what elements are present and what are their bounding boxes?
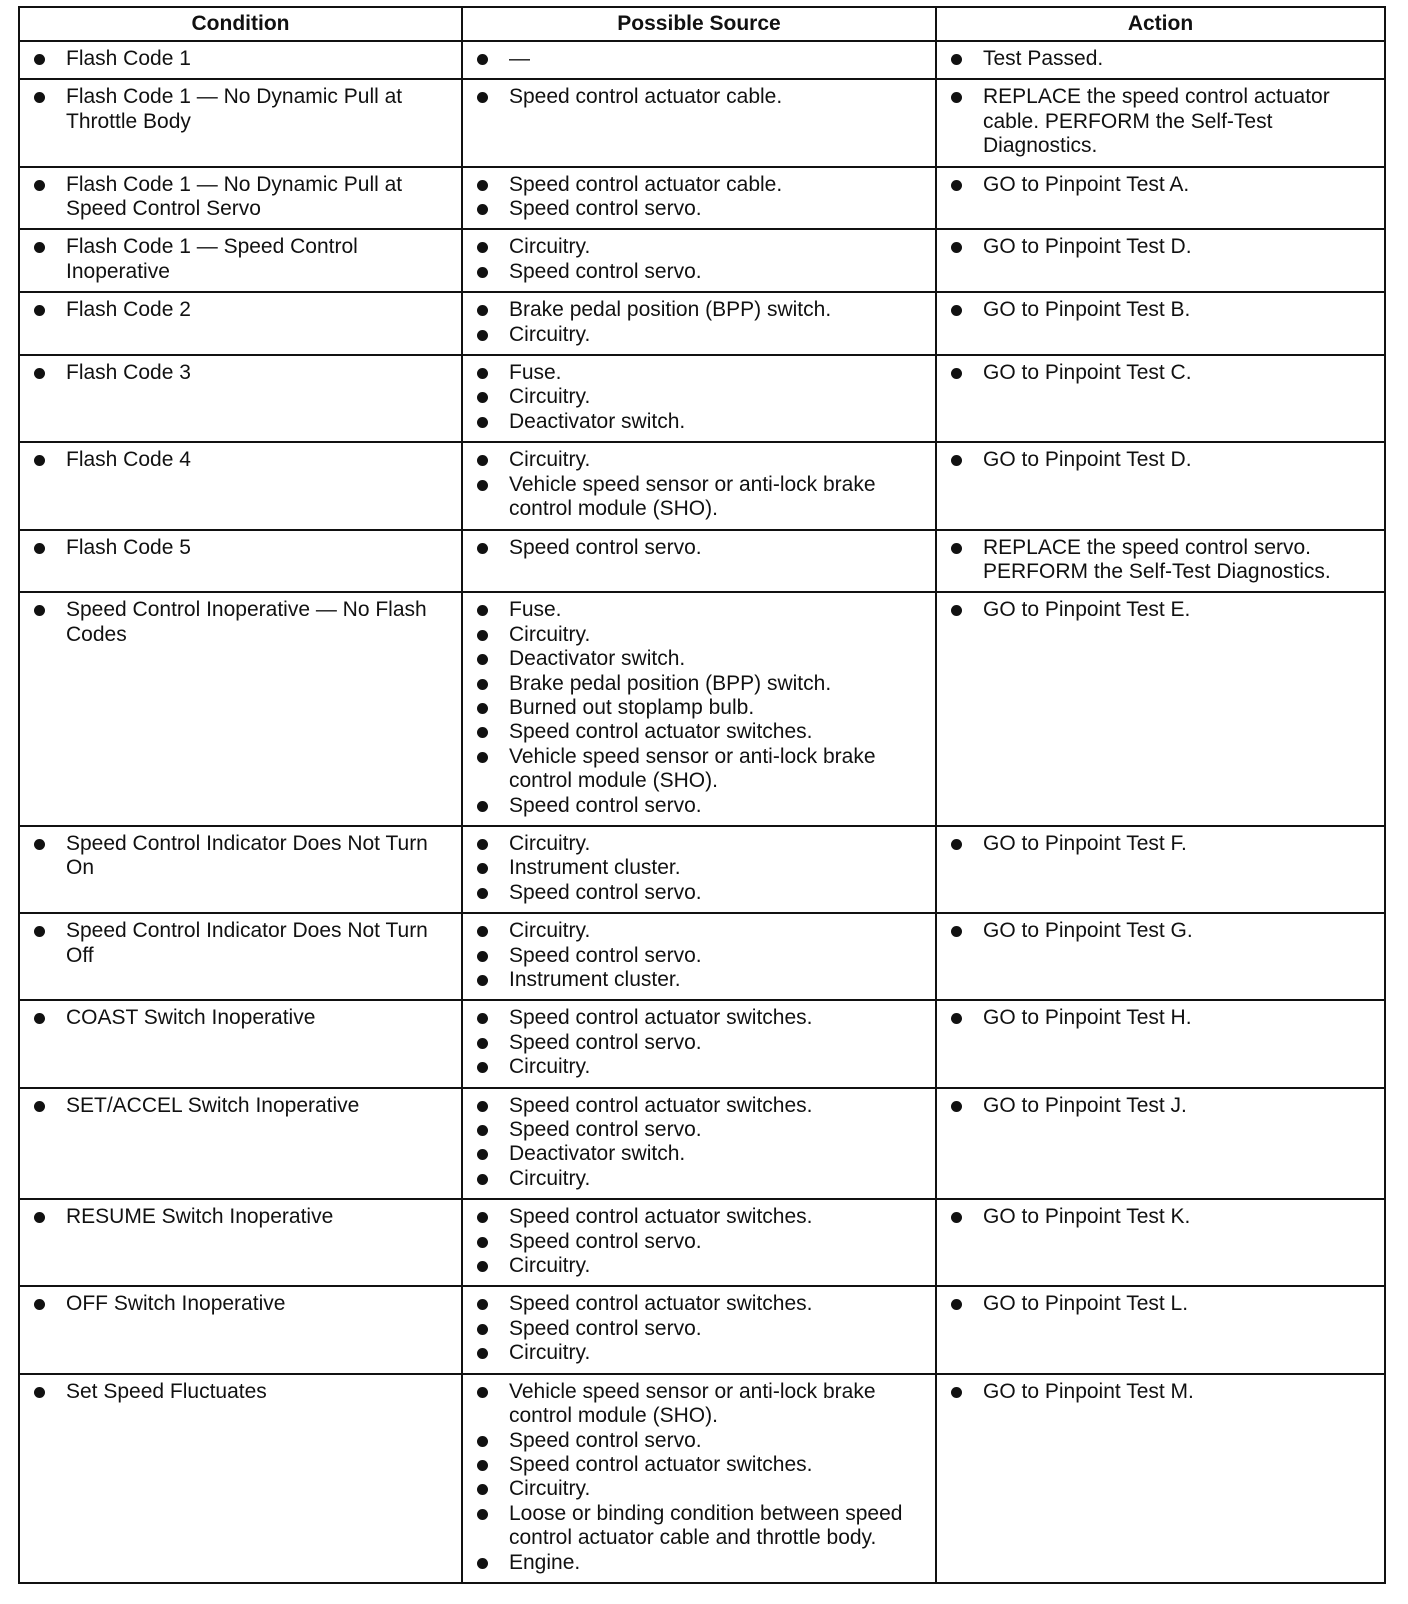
condition-cell xyxy=(19,1374,462,1583)
bullet-item: Circuitry. xyxy=(473,919,925,943)
condition-cell-list xyxy=(30,235,451,284)
bullet-item: Speed control actuator cable. xyxy=(473,85,925,109)
bullet-item: GO to Pinpoint Test C. xyxy=(947,361,1374,385)
bullet-item: Burned out stoplamp bulb. xyxy=(473,696,925,720)
bullet-item: Flash Code 5 xyxy=(30,536,451,560)
table-header xyxy=(19,7,1385,41)
bullet-item: Circuitry. xyxy=(473,1254,925,1278)
bullet-item: Circuitry. xyxy=(473,1341,925,1365)
action-cell-list xyxy=(947,298,1374,322)
bullet-item: Fuse. xyxy=(473,361,925,385)
possible-source-cell-list xyxy=(473,298,925,347)
possible-source-cell xyxy=(462,913,936,1000)
table-row xyxy=(19,41,1385,79)
condition-cell-list xyxy=(30,1292,451,1316)
condition-cell-list xyxy=(30,298,451,322)
bullet-item: Speed control servo. xyxy=(473,536,925,560)
bullet-item: Vehicle speed sensor or anti-lock brake control module (SHO). xyxy=(473,1380,925,1429)
bullet-item: Deactivator switch. xyxy=(473,410,925,434)
bullet-item: Speed control servo. xyxy=(473,197,925,221)
condition-cell xyxy=(19,229,462,292)
action-cell-list xyxy=(947,832,1374,856)
possible-source-cell xyxy=(462,1000,936,1087)
bullet-item: REPLACE the speed control actuator cable. PERFORM the Self-Test Diagnostics. xyxy=(947,85,1374,158)
action-cell xyxy=(936,1374,1385,1583)
bullet-item: Speed control servo. xyxy=(473,260,925,284)
condition-cell xyxy=(19,79,462,166)
bullet-item: Speed control servo. xyxy=(473,881,925,905)
action-cell xyxy=(936,355,1385,442)
action-cell-list xyxy=(947,1292,1374,1316)
possible-source-cell xyxy=(462,1374,936,1583)
condition-cell xyxy=(19,592,462,826)
bullet-item: GO to Pinpoint Test F. xyxy=(947,832,1374,856)
possible-source-cell xyxy=(462,1286,936,1373)
possible-source-cell-list xyxy=(473,361,925,434)
possible-source-cell-list xyxy=(473,448,925,521)
bullet-item: Speed control servo. xyxy=(473,944,925,968)
bullet-item: Flash Code 1 xyxy=(30,47,451,71)
possible-source-cell-list xyxy=(473,1094,925,1192)
possible-source-cell xyxy=(462,442,936,529)
condition-cell xyxy=(19,913,462,1000)
bullet-item: Instrument cluster. xyxy=(473,856,925,880)
possible-source-cell-list xyxy=(473,235,925,284)
action-cell-list xyxy=(947,1094,1374,1118)
condition-cell-list xyxy=(30,1006,451,1030)
bullet-item: Circuitry. xyxy=(473,235,925,259)
bullet-item: Speed control actuator cable. xyxy=(473,173,925,197)
bullet-item: Speed Control Indicator Does Not Turn On xyxy=(30,832,451,881)
action-cell xyxy=(936,79,1385,166)
table-row xyxy=(19,1286,1385,1373)
bullet-item: Flash Code 1 — Speed Control Inoperative xyxy=(30,235,451,284)
possible-source-cell-list xyxy=(473,47,925,71)
action-cell-list xyxy=(947,448,1374,472)
condition-cell xyxy=(19,292,462,355)
possible-source-cell xyxy=(462,41,936,79)
bullet-item: GO to Pinpoint Test E. xyxy=(947,598,1374,622)
action-cell-list xyxy=(947,919,1374,943)
table-row xyxy=(19,442,1385,529)
action-cell-list xyxy=(947,235,1374,259)
possible-source-cell-list xyxy=(473,1380,925,1575)
action-cell-list xyxy=(947,1205,1374,1229)
bullet-item: Speed control servo. xyxy=(473,1230,925,1254)
bullet-item: Circuitry. xyxy=(473,323,925,347)
bullet-item: RESUME Switch Inoperative xyxy=(30,1205,451,1229)
condition-cell xyxy=(19,1088,462,1200)
possible-source-cell xyxy=(462,592,936,826)
bullet-item: Speed control servo. xyxy=(473,794,925,818)
table-row xyxy=(19,1000,1385,1087)
bullet-item: Speed control actuator switches. xyxy=(473,1006,925,1030)
possible-source-cell xyxy=(462,530,936,593)
bullet-item: Speed control actuator switches. xyxy=(473,1292,925,1316)
possible-source-cell xyxy=(462,826,936,913)
table-body xyxy=(19,41,1385,1583)
bullet-item: — xyxy=(473,47,925,71)
bullet-item: Speed control actuator switches. xyxy=(473,1453,925,1477)
bullet-item: Circuitry. xyxy=(473,1477,925,1501)
table-row xyxy=(19,1088,1385,1200)
table-row xyxy=(19,1199,1385,1286)
possible-source-cell-list xyxy=(473,1006,925,1079)
condition-cell xyxy=(19,442,462,529)
possible-source-cell xyxy=(462,1088,936,1200)
action-cell xyxy=(936,442,1385,529)
condition-cell-list xyxy=(30,361,451,385)
header-action: Action xyxy=(936,7,1385,41)
possible-source-cell-list xyxy=(473,919,925,992)
condition-cell xyxy=(19,355,462,442)
condition-cell-list xyxy=(30,832,451,881)
action-cell xyxy=(936,292,1385,355)
action-cell xyxy=(936,41,1385,79)
action-cell-list xyxy=(947,173,1374,197)
bullet-item: Deactivator switch. xyxy=(473,647,925,671)
bullet-item: Flash Code 1 — No Dynamic Pull at Speed Control Servo xyxy=(30,173,451,222)
condition-cell-list xyxy=(30,47,451,71)
bullet-item: Brake pedal position (BPP) switch. xyxy=(473,672,925,696)
bullet-item: GO to Pinpoint Test K. xyxy=(947,1205,1374,1229)
action-cell xyxy=(936,1199,1385,1286)
bullet-item: Flash Code 3 xyxy=(30,361,451,385)
bullet-item: Circuitry. xyxy=(473,1167,925,1191)
bullet-item: Flash Code 2 xyxy=(30,298,451,322)
bullet-item: Instrument cluster. xyxy=(473,968,925,992)
bullet-item: Speed control actuator switches. xyxy=(473,720,925,744)
action-cell-list xyxy=(947,598,1374,622)
action-cell-list xyxy=(947,1380,1374,1404)
condition-cell-list xyxy=(30,1205,451,1229)
possible-source-cell xyxy=(462,167,936,230)
bullet-item: Vehicle speed sensor or anti-lock brake control module (SHO). xyxy=(473,745,925,794)
table-row xyxy=(19,167,1385,230)
condition-cell-list xyxy=(30,1094,451,1118)
bullet-item: REPLACE the speed control servo. PERFORM the Self-Test Diagnostics. xyxy=(947,536,1374,585)
bullet-item: Speed Control Inoperative — No Flash Codes xyxy=(30,598,451,647)
condition-cell-list xyxy=(30,1380,451,1404)
table-row xyxy=(19,913,1385,1000)
action-cell-list xyxy=(947,361,1374,385)
diagnosis-table-page xyxy=(18,6,1384,1584)
bullet-item: GO to Pinpoint Test D. xyxy=(947,235,1374,259)
action-cell xyxy=(936,913,1385,1000)
action-cell xyxy=(936,1088,1385,1200)
bullet-item: SET/ACCEL Switch Inoperative xyxy=(30,1094,451,1118)
bullet-item: GO to Pinpoint Test G. xyxy=(947,919,1374,943)
bullet-item: GO to Pinpoint Test H. xyxy=(947,1006,1374,1030)
action-cell xyxy=(936,167,1385,230)
condition-cell-list xyxy=(30,919,451,968)
bullet-item: GO to Pinpoint Test B. xyxy=(947,298,1374,322)
action-cell xyxy=(936,592,1385,826)
condition-cell-list xyxy=(30,173,451,222)
action-cell-list xyxy=(947,1006,1374,1030)
symptom-chart-table xyxy=(18,6,1386,1584)
bullet-item: Flash Code 1 — No Dynamic Pull at Throttle Body xyxy=(30,85,451,134)
bullet-item: Engine. xyxy=(473,1551,925,1575)
bullet-item: COAST Switch Inoperative xyxy=(30,1006,451,1030)
action-cell xyxy=(936,1286,1385,1373)
bullet-item: OFF Switch Inoperative xyxy=(30,1292,451,1316)
bullet-item: GO to Pinpoint Test M. xyxy=(947,1380,1374,1404)
condition-cell xyxy=(19,1000,462,1087)
condition-cell-list xyxy=(30,536,451,560)
header-condition: Condition xyxy=(19,7,462,41)
condition-cell-list xyxy=(30,85,451,134)
table-row xyxy=(19,355,1385,442)
possible-source-cell xyxy=(462,292,936,355)
possible-source-cell-list xyxy=(473,1205,925,1278)
condition-cell xyxy=(19,41,462,79)
action-cell xyxy=(936,229,1385,292)
condition-cell xyxy=(19,1199,462,1286)
table-row xyxy=(19,592,1385,826)
possible-source-cell xyxy=(462,355,936,442)
bullet-item: Speed Control Indicator Does Not Turn Off xyxy=(30,919,451,968)
bullet-item: Deactivator switch. xyxy=(473,1142,925,1166)
possible-source-cell xyxy=(462,1199,936,1286)
possible-source-cell xyxy=(462,79,936,166)
bullet-item: Circuitry. xyxy=(473,832,925,856)
action-cell-list xyxy=(947,85,1374,158)
header-row xyxy=(19,7,1385,41)
condition-cell-list xyxy=(30,598,451,647)
bullet-item: Speed control actuator switches. xyxy=(473,1205,925,1229)
condition-cell xyxy=(19,167,462,230)
bullet-item: Circuitry. xyxy=(473,623,925,647)
bullet-item: Fuse. xyxy=(473,598,925,622)
header-possible-source: Possible Source xyxy=(462,7,936,41)
table-row xyxy=(19,1374,1385,1583)
action-cell-list xyxy=(947,536,1374,585)
bullet-item: Speed control servo. xyxy=(473,1031,925,1055)
bullet-item: Speed control servo. xyxy=(473,1429,925,1453)
table-row xyxy=(19,292,1385,355)
bullet-item: GO to Pinpoint Test D. xyxy=(947,448,1374,472)
bullet-item: Vehicle speed sensor or anti-lock brake control module (SHO). xyxy=(473,473,925,522)
possible-source-cell-list xyxy=(473,173,925,222)
bullet-item: Speed control servo. xyxy=(473,1317,925,1341)
bullet-item: Speed control servo. xyxy=(473,1118,925,1142)
possible-source-cell xyxy=(462,229,936,292)
action-cell xyxy=(936,1000,1385,1087)
bullet-item: Circuitry. xyxy=(473,385,925,409)
bullet-item: Flash Code 4 xyxy=(30,448,451,472)
possible-source-cell-list xyxy=(473,536,925,560)
bullet-item: GO to Pinpoint Test L. xyxy=(947,1292,1374,1316)
bullet-item: Circuitry. xyxy=(473,1055,925,1079)
bullet-item: GO to Pinpoint Test A. xyxy=(947,173,1374,197)
possible-source-cell-list xyxy=(473,1292,925,1365)
possible-source-cell-list xyxy=(473,85,925,109)
condition-cell xyxy=(19,1286,462,1373)
possible-source-cell-list xyxy=(473,598,925,818)
action-cell xyxy=(936,530,1385,593)
bullet-item: Speed control actuator switches. xyxy=(473,1094,925,1118)
action-cell-list xyxy=(947,47,1374,71)
bullet-item: Set Speed Fluctuates xyxy=(30,1380,451,1404)
bullet-item: Test Passed. xyxy=(947,47,1374,71)
action-cell xyxy=(936,826,1385,913)
bullet-item: GO to Pinpoint Test J. xyxy=(947,1094,1374,1118)
condition-cell xyxy=(19,530,462,593)
bullet-item: Loose or binding condition between speed control actuator cable and throttle body. xyxy=(473,1502,925,1551)
bullet-item: Brake pedal position (BPP) switch. xyxy=(473,298,925,322)
condition-cell-list xyxy=(30,448,451,472)
table-row xyxy=(19,229,1385,292)
condition-cell xyxy=(19,826,462,913)
table-row xyxy=(19,826,1385,913)
possible-source-cell-list xyxy=(473,832,925,905)
table-row xyxy=(19,530,1385,593)
bullet-item: Circuitry. xyxy=(473,448,925,472)
table-row xyxy=(19,79,1385,166)
